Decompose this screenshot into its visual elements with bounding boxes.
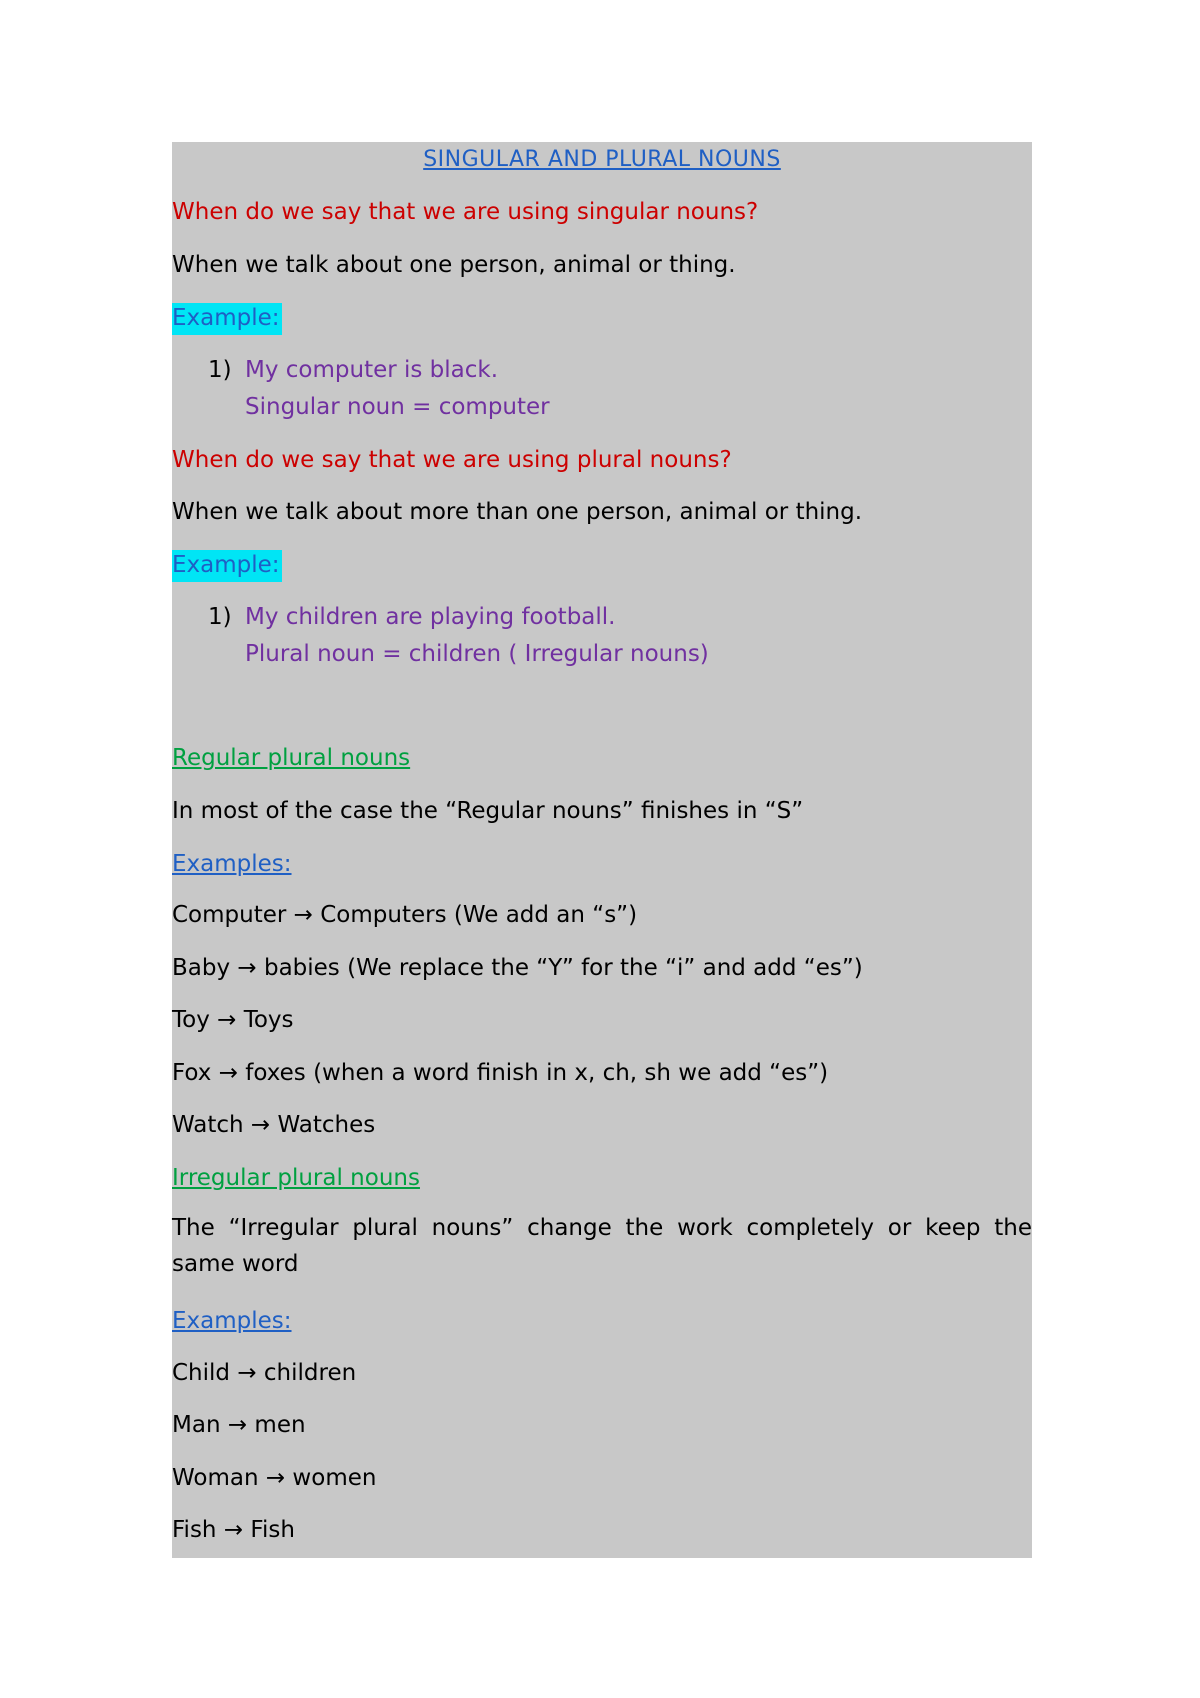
irregular-description: The “Irregular plural nouns” change the work completely or keep the same word (172, 1215, 1032, 1277)
plural-example-label: Example: (172, 550, 282, 582)
regular-example-item: Toy → Toys (172, 1007, 294, 1033)
singular-answer: When we talk about one person, animal or thing. (172, 252, 736, 278)
plural-answer: When we talk about more than one person, animal or thing. (172, 499, 863, 525)
singular-example-sentence: My computer is black. (245, 357, 499, 383)
regular-example-item: Computer → Computers (We add an “s”) (172, 902, 638, 928)
regular-example-item: Watch → Watches (172, 1112, 376, 1138)
irregular-example-item: Man → men (172, 1412, 306, 1438)
singular-example-note: Singular noun = computer (245, 394, 550, 420)
singular-example-label: Example: (172, 303, 282, 335)
singular-item-number: 1) (208, 357, 232, 383)
regular-description: In most of the case the “Regular nouns” finishes in “S” (172, 798, 804, 824)
irregular-examples-label: Examples: (172, 1308, 292, 1334)
irregular-heading: Irregular plural nouns (172, 1165, 420, 1191)
page-title: SINGULAR AND PLURAL NOUNS (423, 147, 781, 172)
irregular-example-item: Child → children (172, 1360, 357, 1386)
plural-example-sentence: My children are playing football. (245, 604, 616, 630)
irregular-example-item: Fish → Fish (172, 1517, 295, 1543)
irregular-example-item: Woman → women (172, 1465, 377, 1491)
plural-example-label-line (172, 550, 282, 580)
document-page (172, 142, 1032, 1558)
plural-example-note: Plural noun = children ( Irregular nouns) (245, 641, 709, 667)
regular-examples-label: Examples: (172, 851, 292, 877)
singular-example-label-line (172, 303, 282, 333)
regular-example-item: Baby → babies (We replace the “Y” for the “i” and add “es”) (172, 955, 863, 981)
regular-example-item: Fox → foxes (when a word finish in x, ch, sh we add “es”) (172, 1060, 829, 1086)
plural-question: When do we say that we are using plural nouns? (172, 447, 732, 473)
plural-item-number: 1) (208, 604, 232, 630)
regular-heading: Regular plural nouns (172, 745, 411, 771)
singular-question: When do we say that we are using singular nouns? (172, 199, 759, 225)
